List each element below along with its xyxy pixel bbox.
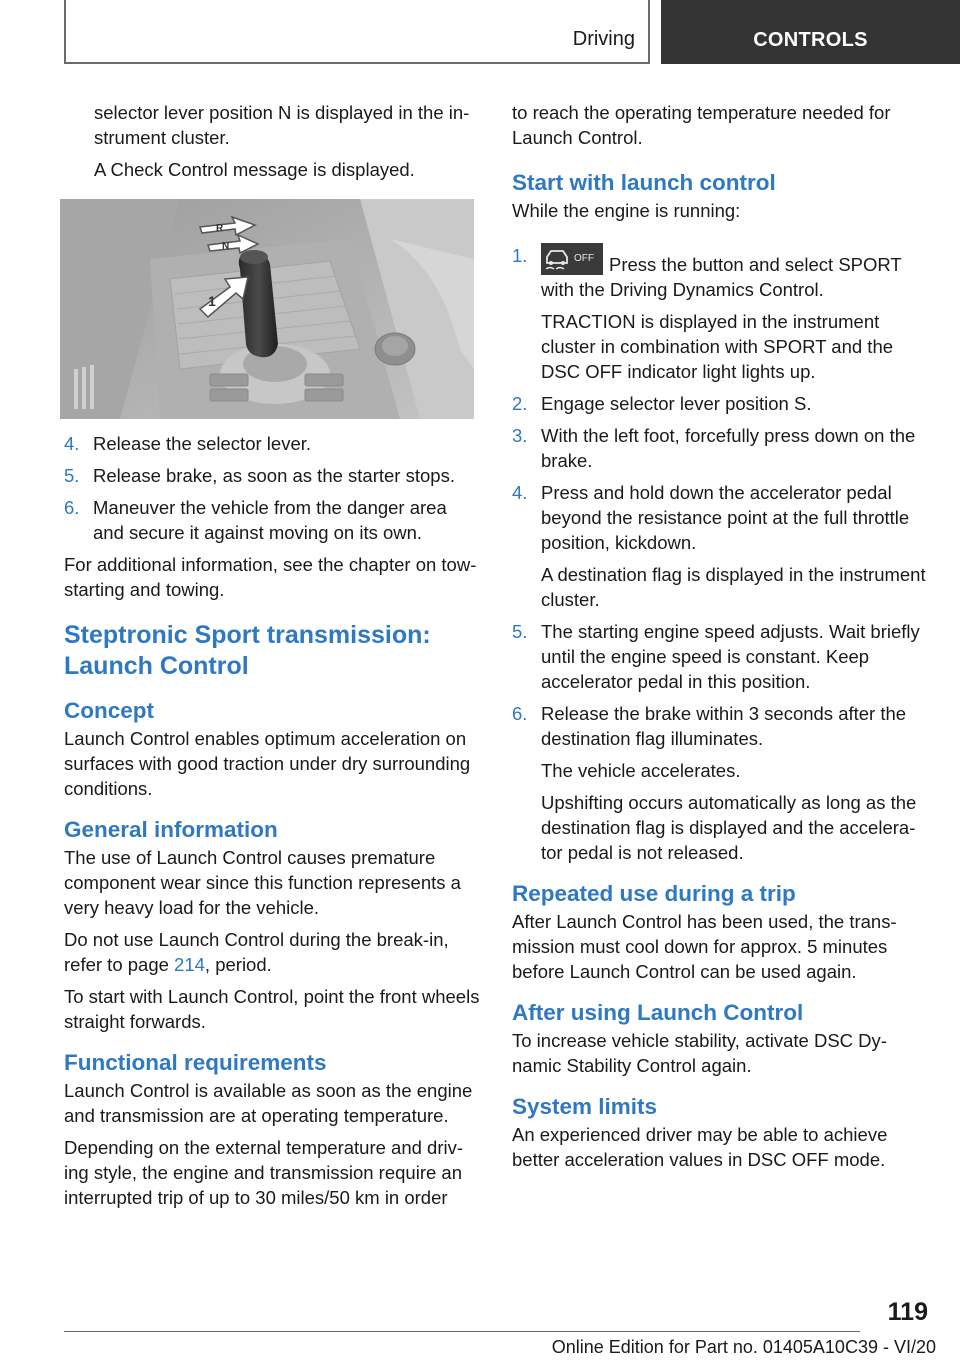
left-column <box>64 100 480 1217</box>
position-label-1: 1 <box>208 293 216 309</box>
position-label-r: R <box>216 223 224 234</box>
list-item <box>512 619 930 694</box>
step-text: The starting engine speed adjusts. Wait briefly until the engine speed is constant. Keep accelerator pedal in this position. <box>541 621 920 692</box>
list-item <box>512 243 930 384</box>
start-launch-control-heading: Start with launch control <box>512 170 776 195</box>
after-using-text: To increase vehicle stability, activate DSC Dynamic Stability Control again. <box>512 1030 887 1076</box>
functional-requirements-text-1: Launch Control is available as soon as the engine and transmission are at operating temperature. <box>64 1080 473 1126</box>
section-heading: Steptronic Sport transmission: Launch Control <box>64 621 431 680</box>
header-bottom-rule <box>64 62 650 64</box>
step-text: Release the selector lever. <box>93 433 312 454</box>
step-number: 5. <box>512 621 528 642</box>
start-intro: While the engine is running: <box>512 200 741 221</box>
steps-list-right <box>512 243 930 865</box>
dsc-off-button-icon <box>541 243 603 275</box>
system-limits-heading: System limits <box>512 1094 658 1119</box>
list-item <box>64 431 480 456</box>
step-number: 4. <box>64 433 80 454</box>
step-text-content: Press the button and select SPORT with the Driving Dynamics Control. <box>541 254 902 300</box>
continued-paragraph: selector lever position N is displayed in the instrument cluster. <box>94 102 470 148</box>
step-text: With the left foot, forcefully press down on the brake. <box>541 425 916 471</box>
step-text: Maneuver the vehicle from the danger area and secure it against moving on its own. <box>93 497 447 543</box>
step-text: Engage selector lever position S. <box>541 393 812 414</box>
header-separator <box>648 0 650 64</box>
list-item <box>512 391 930 416</box>
steps-list-left <box>64 431 480 545</box>
step-text: Release brake, as soon as the starter stops. <box>93 465 455 486</box>
step-extra-text: The vehicle accelerates. <box>541 760 741 781</box>
step-extra-text: A destination flag is displayed in the instrument cluster. <box>541 564 926 610</box>
step-number: 3. <box>512 425 528 446</box>
step-number: 1. <box>512 245 528 266</box>
selector-lever-drawing <box>60 199 474 419</box>
list-item <box>64 463 480 488</box>
repeated-use-heading: Repeated use during a trip <box>512 881 796 906</box>
header-left-rule <box>64 0 66 64</box>
step-number: 6. <box>512 703 528 724</box>
list-item <box>64 495 480 545</box>
page-reference-link[interactable]: 214 <box>174 954 205 975</box>
step-number: 2. <box>512 393 528 414</box>
footer-edition: Online Edition for Part no. 01405A10C39 - VI/20 <box>551 1337 936 1357</box>
general-info-text-2-b: , period. <box>204 954 272 975</box>
selector-lever-illustration <box>60 199 474 419</box>
position-label-n: N <box>222 241 230 252</box>
functional-requirements-heading: Functional requirements <box>64 1050 327 1075</box>
general-info-heading: General information <box>64 817 278 842</box>
header-section-title: Driving <box>572 28 635 50</box>
header-chapter-tab[interactable]: CONTROLS <box>661 0 960 64</box>
step-text: Press and hold down the accelerator pedal beyond the resistance point at the full throttle position, kickdown. <box>541 482 910 553</box>
step-number: 4. <box>512 482 528 503</box>
step-extra-text: Upshifting occurs automatically as long as the destination flag is displayed and the accelerator pedal is not released. <box>541 792 917 863</box>
list-item <box>512 480 930 612</box>
repeated-use-text: After Launch Control has been used, the transmission must cool down for approx. 5 minutes before Launch Control can be used again. <box>512 911 897 982</box>
concept-heading: Concept <box>64 698 154 723</box>
general-info-text-1: The use of Launch Control causes premature component wear since this function represents a very heavy load for the vehicle. <box>64 847 461 918</box>
right-column <box>512 100 930 1179</box>
additional-info: For additional information, see the chapter on tow-starting and towing. <box>64 554 477 600</box>
step-extra-text: TRACTION is displayed in the instrument cluster in combination with SPORT and the DSC OFF indicator light lights up. <box>541 311 894 382</box>
after-using-heading: After using Launch Control <box>512 1000 804 1025</box>
step-text <box>541 243 930 302</box>
functional-requirements-text-2: Depending on the external temperature and driving style, the engine and transmission require an interrupted trip of up to 30 miles/50 km in order <box>64 1137 464 1208</box>
general-info-text-3: To start with Launch Control, point the front wheels straight forwards. <box>64 986 480 1032</box>
general-info-text-2-a: Do not use Launch Control during the break-in, refer to page <box>64 929 449 975</box>
general-info-text-2 <box>64 927 480 977</box>
concept-text: Launch Control enables optimum acceleration on surfaces with good traction under dry surrounding conditions. <box>64 728 471 799</box>
check-control-note: A Check Control message is displayed. <box>94 159 415 180</box>
list-item <box>512 701 930 865</box>
page-number: 119 <box>887 1298 928 1326</box>
continued-paragraph-right: to reach the operating temperature needed for Launch Control. <box>512 102 891 148</box>
step-number: 5. <box>64 465 80 486</box>
footer-rule <box>64 1331 860 1332</box>
list-item <box>512 423 930 473</box>
dsc-off-icon-label: OFF <box>574 253 594 264</box>
step-text: Release the brake within 3 seconds after the destination flag illuminates. <box>541 703 907 749</box>
system-limits-text: An experienced driver may be able to achieve better acceleration values in DSC OFF mode. <box>512 1124 888 1170</box>
step-number: 6. <box>64 497 80 518</box>
